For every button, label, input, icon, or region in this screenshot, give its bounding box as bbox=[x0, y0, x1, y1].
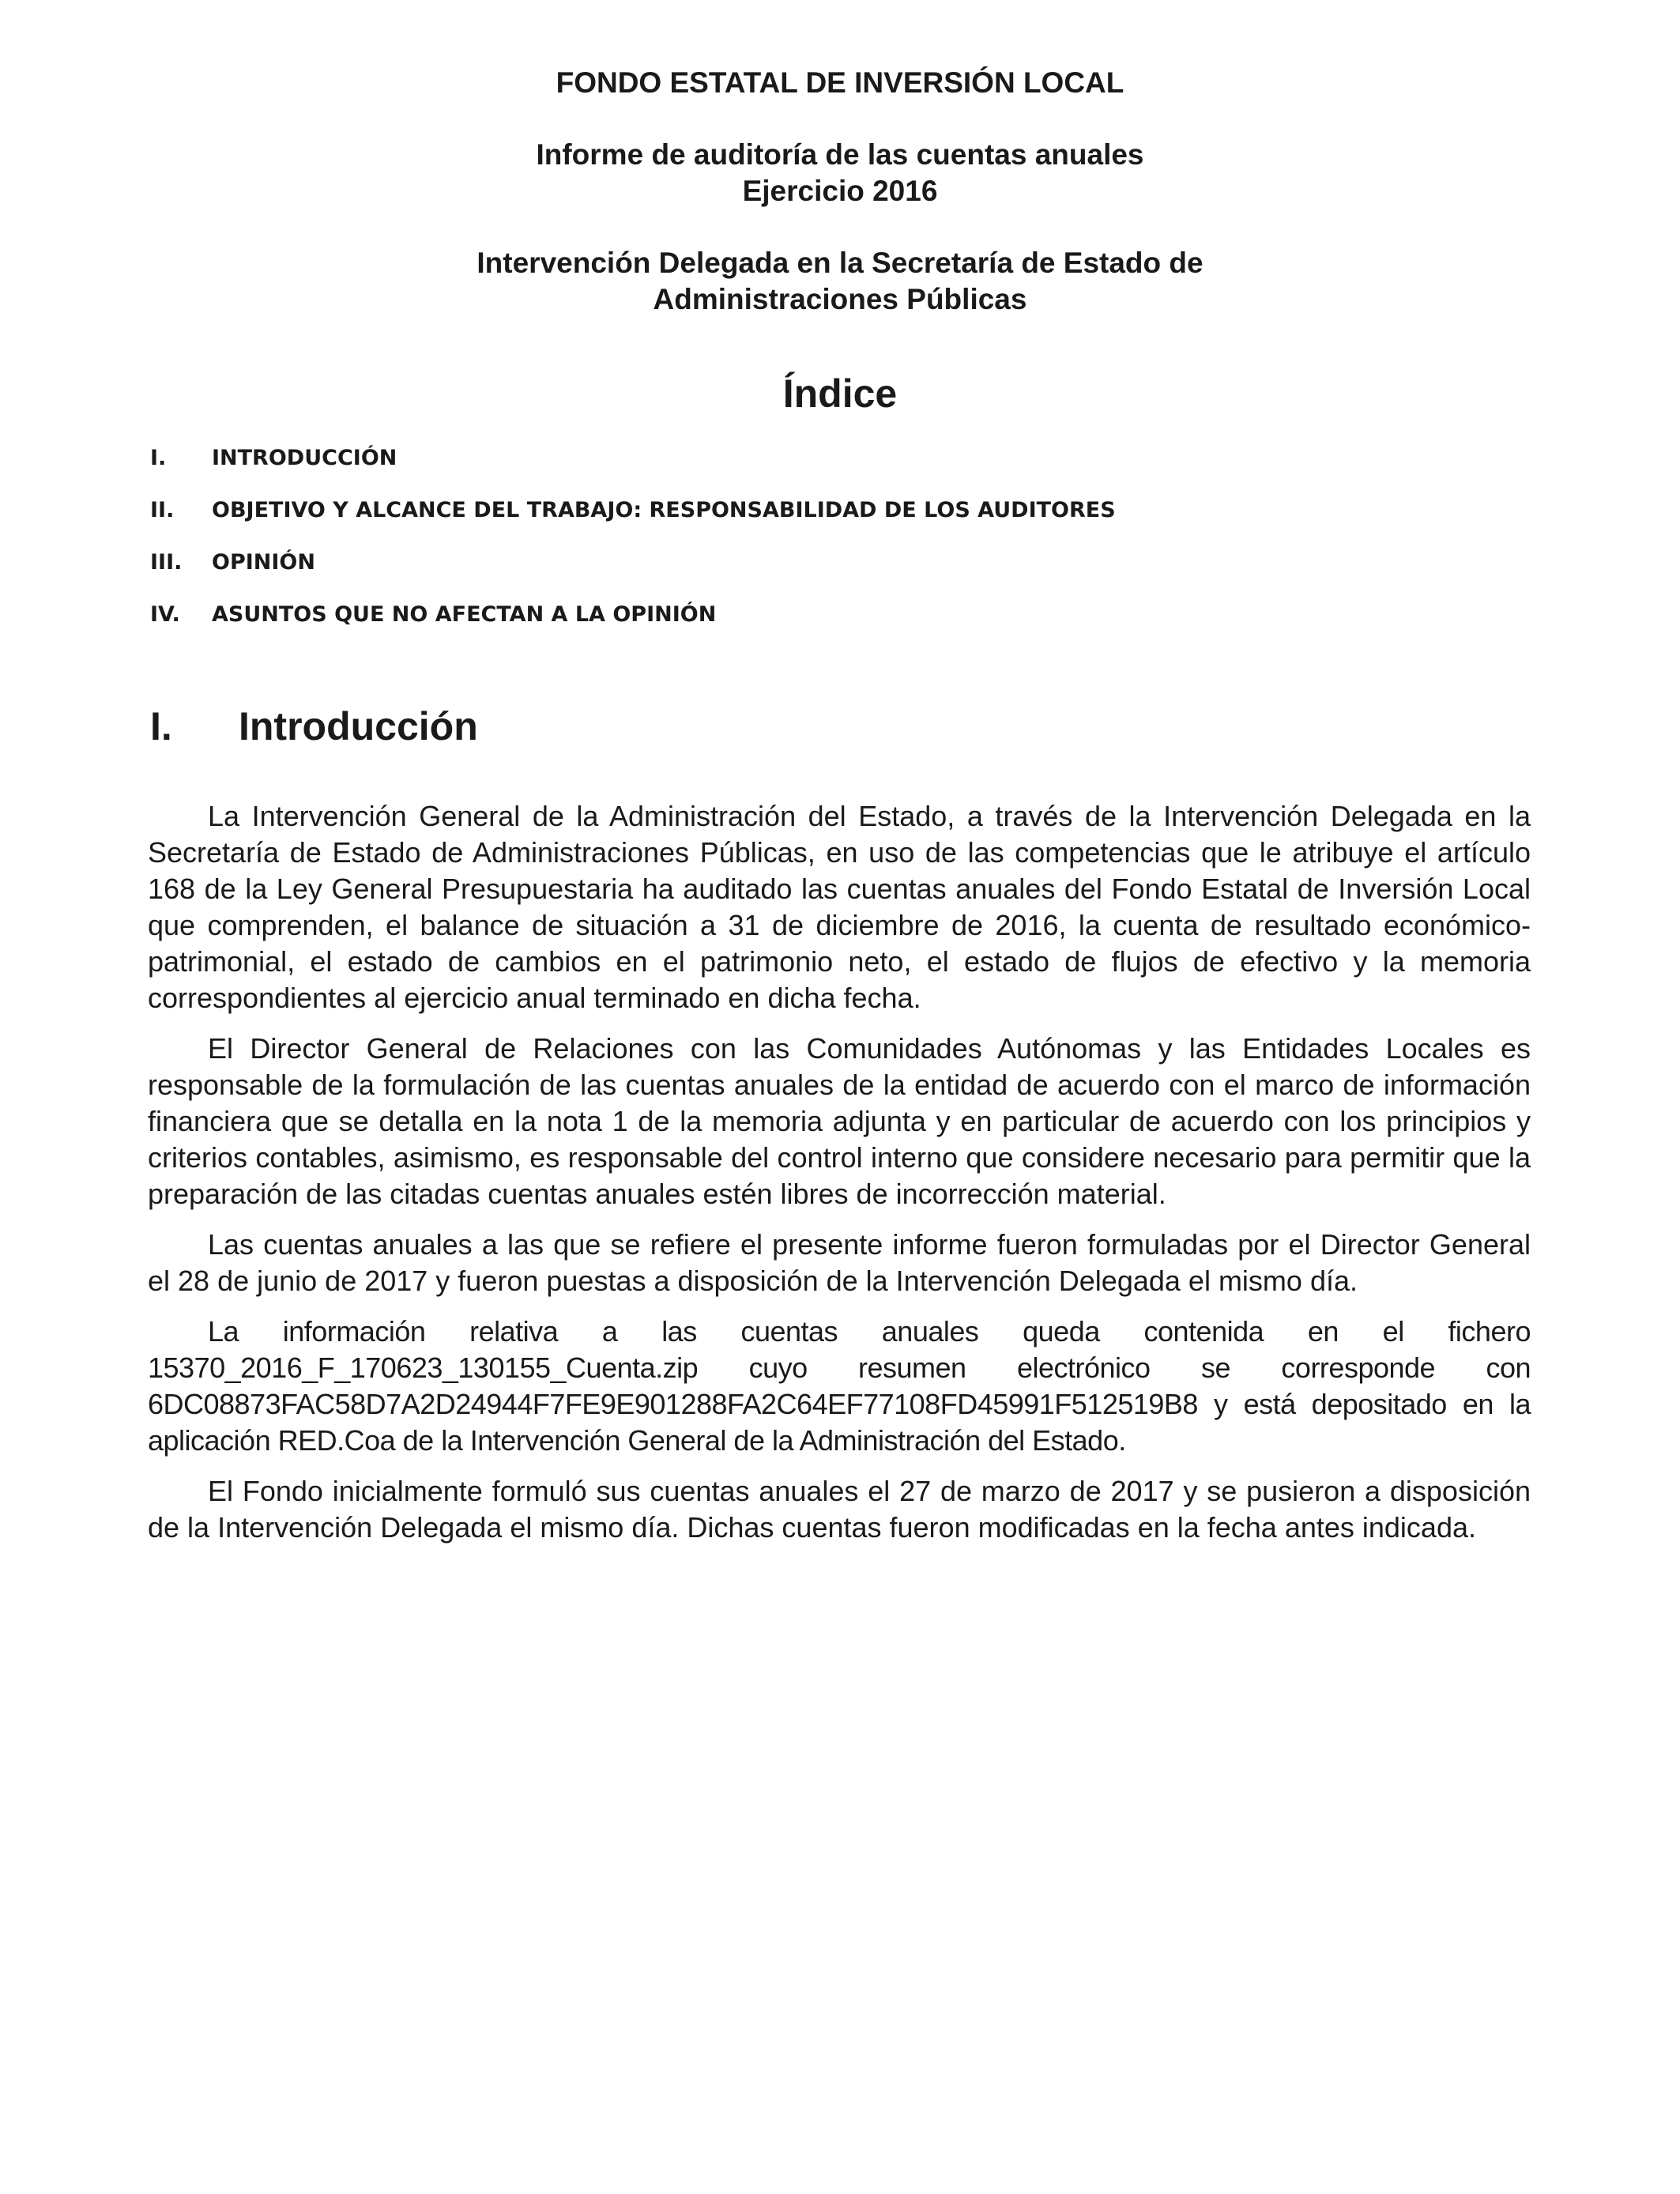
header-report bbox=[0, 137, 1680, 209]
paragraph-1: La Intervención General de la Administración del Estado, a través de la Intervención Delegada en la Secretaría de Estado de Administraciones Públicas, en uso de las competencias que le atribuye el artículo 168 de la Ley General Presupuestaria ha auditado las cuentas anuales del Fondo Estatal de Inversión Local que comprenden, el balance de situación a 31 de diciembre de 2016, la cuenta de resultado económico-patrimonial, el estado de cambios en el patrimonio neto, el estado de flujos de efectivo y la memoria correspondientes al ejercicio anual terminado en dicha fecha. bbox=[148, 800, 1531, 1014]
section-title: Introducción bbox=[239, 704, 478, 748]
toc-item-introduccion[interactable] bbox=[150, 441, 1573, 493]
paragraph-5: El Fondo inicialmente formuló sus cuentas anuales el 27 de marzo de 2017 y se pusieron a disposición de la Intervención Delegada el mismo día. Dichas cuentas fueron modificadas en la fecha antes indicada. bbox=[148, 1475, 1531, 1544]
table-of-contents bbox=[150, 441, 1573, 650]
toc-item-opinion[interactable] bbox=[150, 545, 1573, 598]
report-year: Ejercicio 2016 bbox=[742, 175, 938, 207]
paragraph-3: Las cuentas anuales a las que se refiere el presente informe fueron formuladas por el Director General el 28 de junio de 2017 y fueron puestas a disposición de la Intervención Delegada el mismo día. bbox=[148, 1228, 1531, 1297]
toc-item-label: OBJETIVO Y ALCANCE DEL TRABAJO: RESPONSABILIDAD DE LOS AUDITORES bbox=[212, 498, 1116, 522]
section-number: I. bbox=[150, 704, 172, 748]
header-office bbox=[0, 245, 1680, 318]
toc-item-number: II. bbox=[150, 498, 175, 522]
toc-item-objetivo[interactable] bbox=[150, 493, 1573, 545]
paragraph-4: La información relativa a las cuentas anuales queda contenida en el fichero 15370_2016_F_170623_130155_Cuenta.zip cuyo resumen electrónico se corresponde con 6DC08873FAC58D7A2D24944F7FE9E901288FA2C64EF77108FD45991F512519B8 y está depositado en la aplicación RED.Coa de la Intervención General de la Administración del Estado. bbox=[148, 1315, 1531, 1457]
toc-item-label: OPINIÓN bbox=[212, 550, 315, 575]
office-line-1: Intervención Delegada en la Secretaría de Estado de bbox=[477, 247, 1203, 279]
toc-item-asuntos[interactable] bbox=[150, 598, 1573, 650]
report-title: Informe de auditoría de las cuentas anuales bbox=[536, 138, 1144, 171]
toc-item-number: III. bbox=[150, 550, 183, 575]
toc-item-label: ASUNTOS QUE NO AFECTAN A LA OPINIÓN bbox=[212, 602, 717, 627]
header-org bbox=[0, 65, 1680, 101]
paragraph-2: El Director General de Relaciones con las Comunidades Autónomas y las Entidades Locales es responsable de la formulación de las cuentas anuales de la entidad de acuerdo con el marco de información financiera que se detalla en la nota 1 de la memoria adjunta y en particular de acuerdo con los principios y criterios contables, asimismo, es responsable del control interno que considere necesario para permitir que la preparación de las citadas cuentas anuales estén libres de incorrección material. bbox=[148, 1032, 1531, 1210]
toc-item-label: INTRODUCCIÓN bbox=[212, 446, 397, 470]
toc-item-number: IV. bbox=[150, 602, 180, 627]
org-title: FONDO ESTATAL DE INVERSIÓN LOCAL bbox=[556, 66, 1124, 99]
office-line-2: Administraciones Públicas bbox=[653, 283, 1027, 315]
section-body bbox=[148, 798, 1531, 1560]
index-title: Índice bbox=[782, 371, 898, 416]
toc-item-number: I. bbox=[150, 446, 167, 470]
